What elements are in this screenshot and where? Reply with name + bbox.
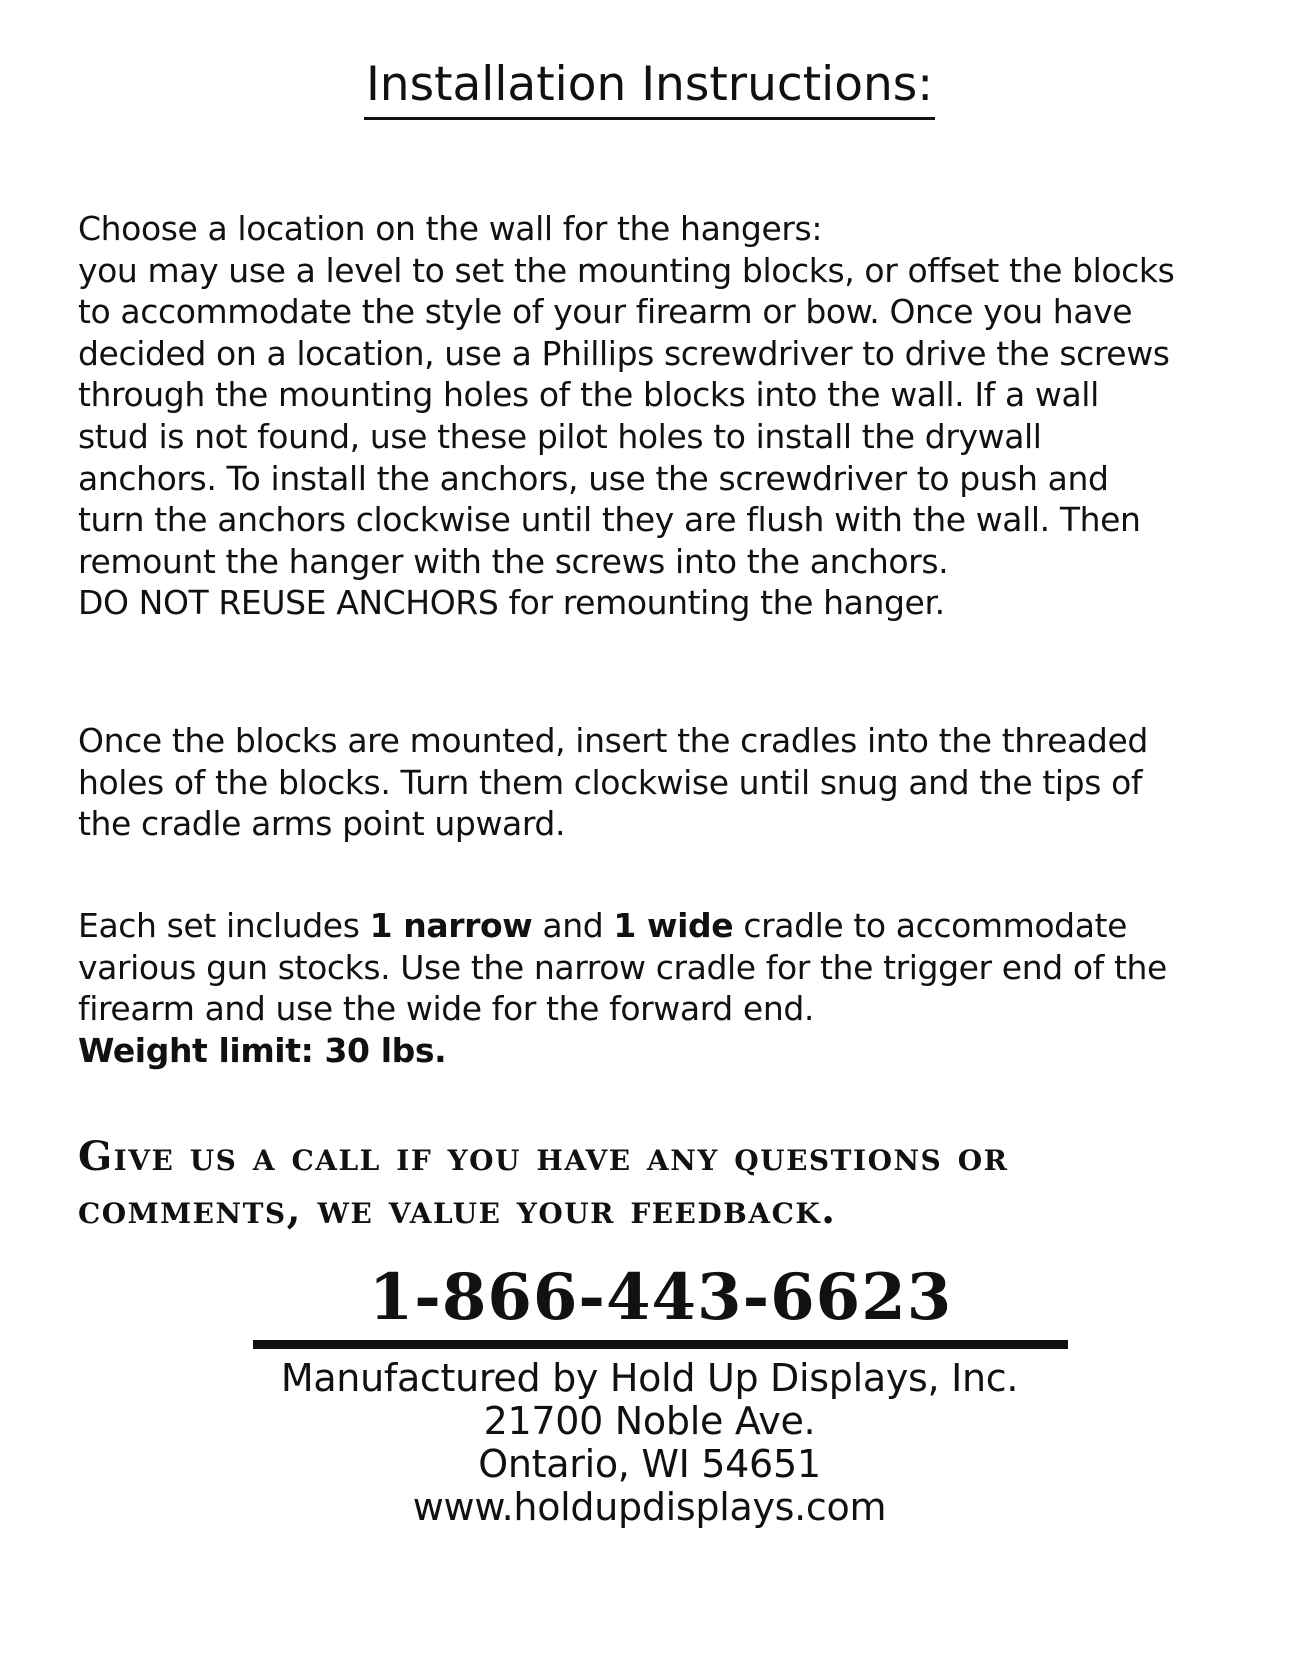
paragraph-line: Once the blocks are mounted, insert the cradles into the threaded: [78, 721, 1148, 760]
city-state-zip: Ontario, WI 54651: [478, 1442, 821, 1486]
paragraph-line: decided on a location, use a Phillips screwdriver to drive the screws: [78, 333, 1170, 373]
feedback-callout: [78, 1130, 1278, 1236]
callout-line: comments, we value your feedback.: [78, 1186, 837, 1233]
manufacturer-footer: [0, 1357, 1299, 1529]
paragraph-line: turn the anchors clockwise until they are flush with the wall. Then: [78, 500, 1141, 540]
paragraph-line: Choose a location on the wall for the hangers:: [78, 209, 823, 248]
paragraph-line: firearm and use the wide for the forward end.: [78, 989, 814, 1029]
page-title: Installation Instructions:: [364, 55, 935, 120]
text-segment: Each set includes: [78, 906, 370, 945]
paragraph-line: through the mounting holes of the blocks into the wall. If a wall: [78, 375, 1099, 415]
phone-container: [253, 1262, 1068, 1334]
paragraph-line: you may use a level to set the mounting blocks, or offset the blocks: [78, 250, 1175, 290]
paragraph-line: holes of the blocks. Turn them clockwise until snug and the tips of: [78, 762, 1143, 802]
mounting-instructions-paragraph: [78, 208, 1258, 624]
paragraph-line: DO NOT REUSE ANCHORS for remounting the hanger.: [78, 583, 945, 623]
narrow-emphasis: 1 narrow: [369, 906, 533, 945]
set-contents-paragraph: [78, 905, 1258, 1071]
title-container: [0, 55, 1299, 120]
paragraph-line: [78, 905, 1258, 947]
paragraph-line: remount the hanger with the screws into the anchors.: [78, 541, 949, 581]
text-segment: and: [532, 906, 614, 945]
website-url: www.holdupdisplays.com: [412, 1485, 887, 1529]
text-segment: cradle to accommodate: [733, 906, 1127, 945]
street-address: 21700 Noble Ave.: [483, 1399, 816, 1443]
weight-limit: Weight limit: 30 lbs.: [78, 1030, 447, 1070]
paragraph-line: the cradle arms point upward.: [78, 804, 566, 844]
paragraph-line: to accommodate the style of your firearm or bow. Once you have: [78, 292, 1133, 332]
phone-underline-divider: [253, 1340, 1068, 1349]
paragraph-line: stud is not found, use these pilot holes to install the drywall: [78, 416, 1042, 456]
paragraph-line: various gun stocks. Use the narrow cradle for the trigger end of the: [78, 947, 1167, 987]
cradle-instructions-paragraph: [78, 720, 1258, 845]
manufacturer-name: Manufactured by Hold Up Displays, Inc.: [280, 1356, 1019, 1400]
paragraph-line: anchors. To install the anchors, use the screwdriver to push and: [78, 458, 1109, 498]
callout-line: Give us a call if you have any questions or: [78, 1133, 1009, 1180]
phone-number: 1-866-443-6623: [368, 1260, 953, 1335]
wide-emphasis: 1 wide: [613, 906, 734, 945]
